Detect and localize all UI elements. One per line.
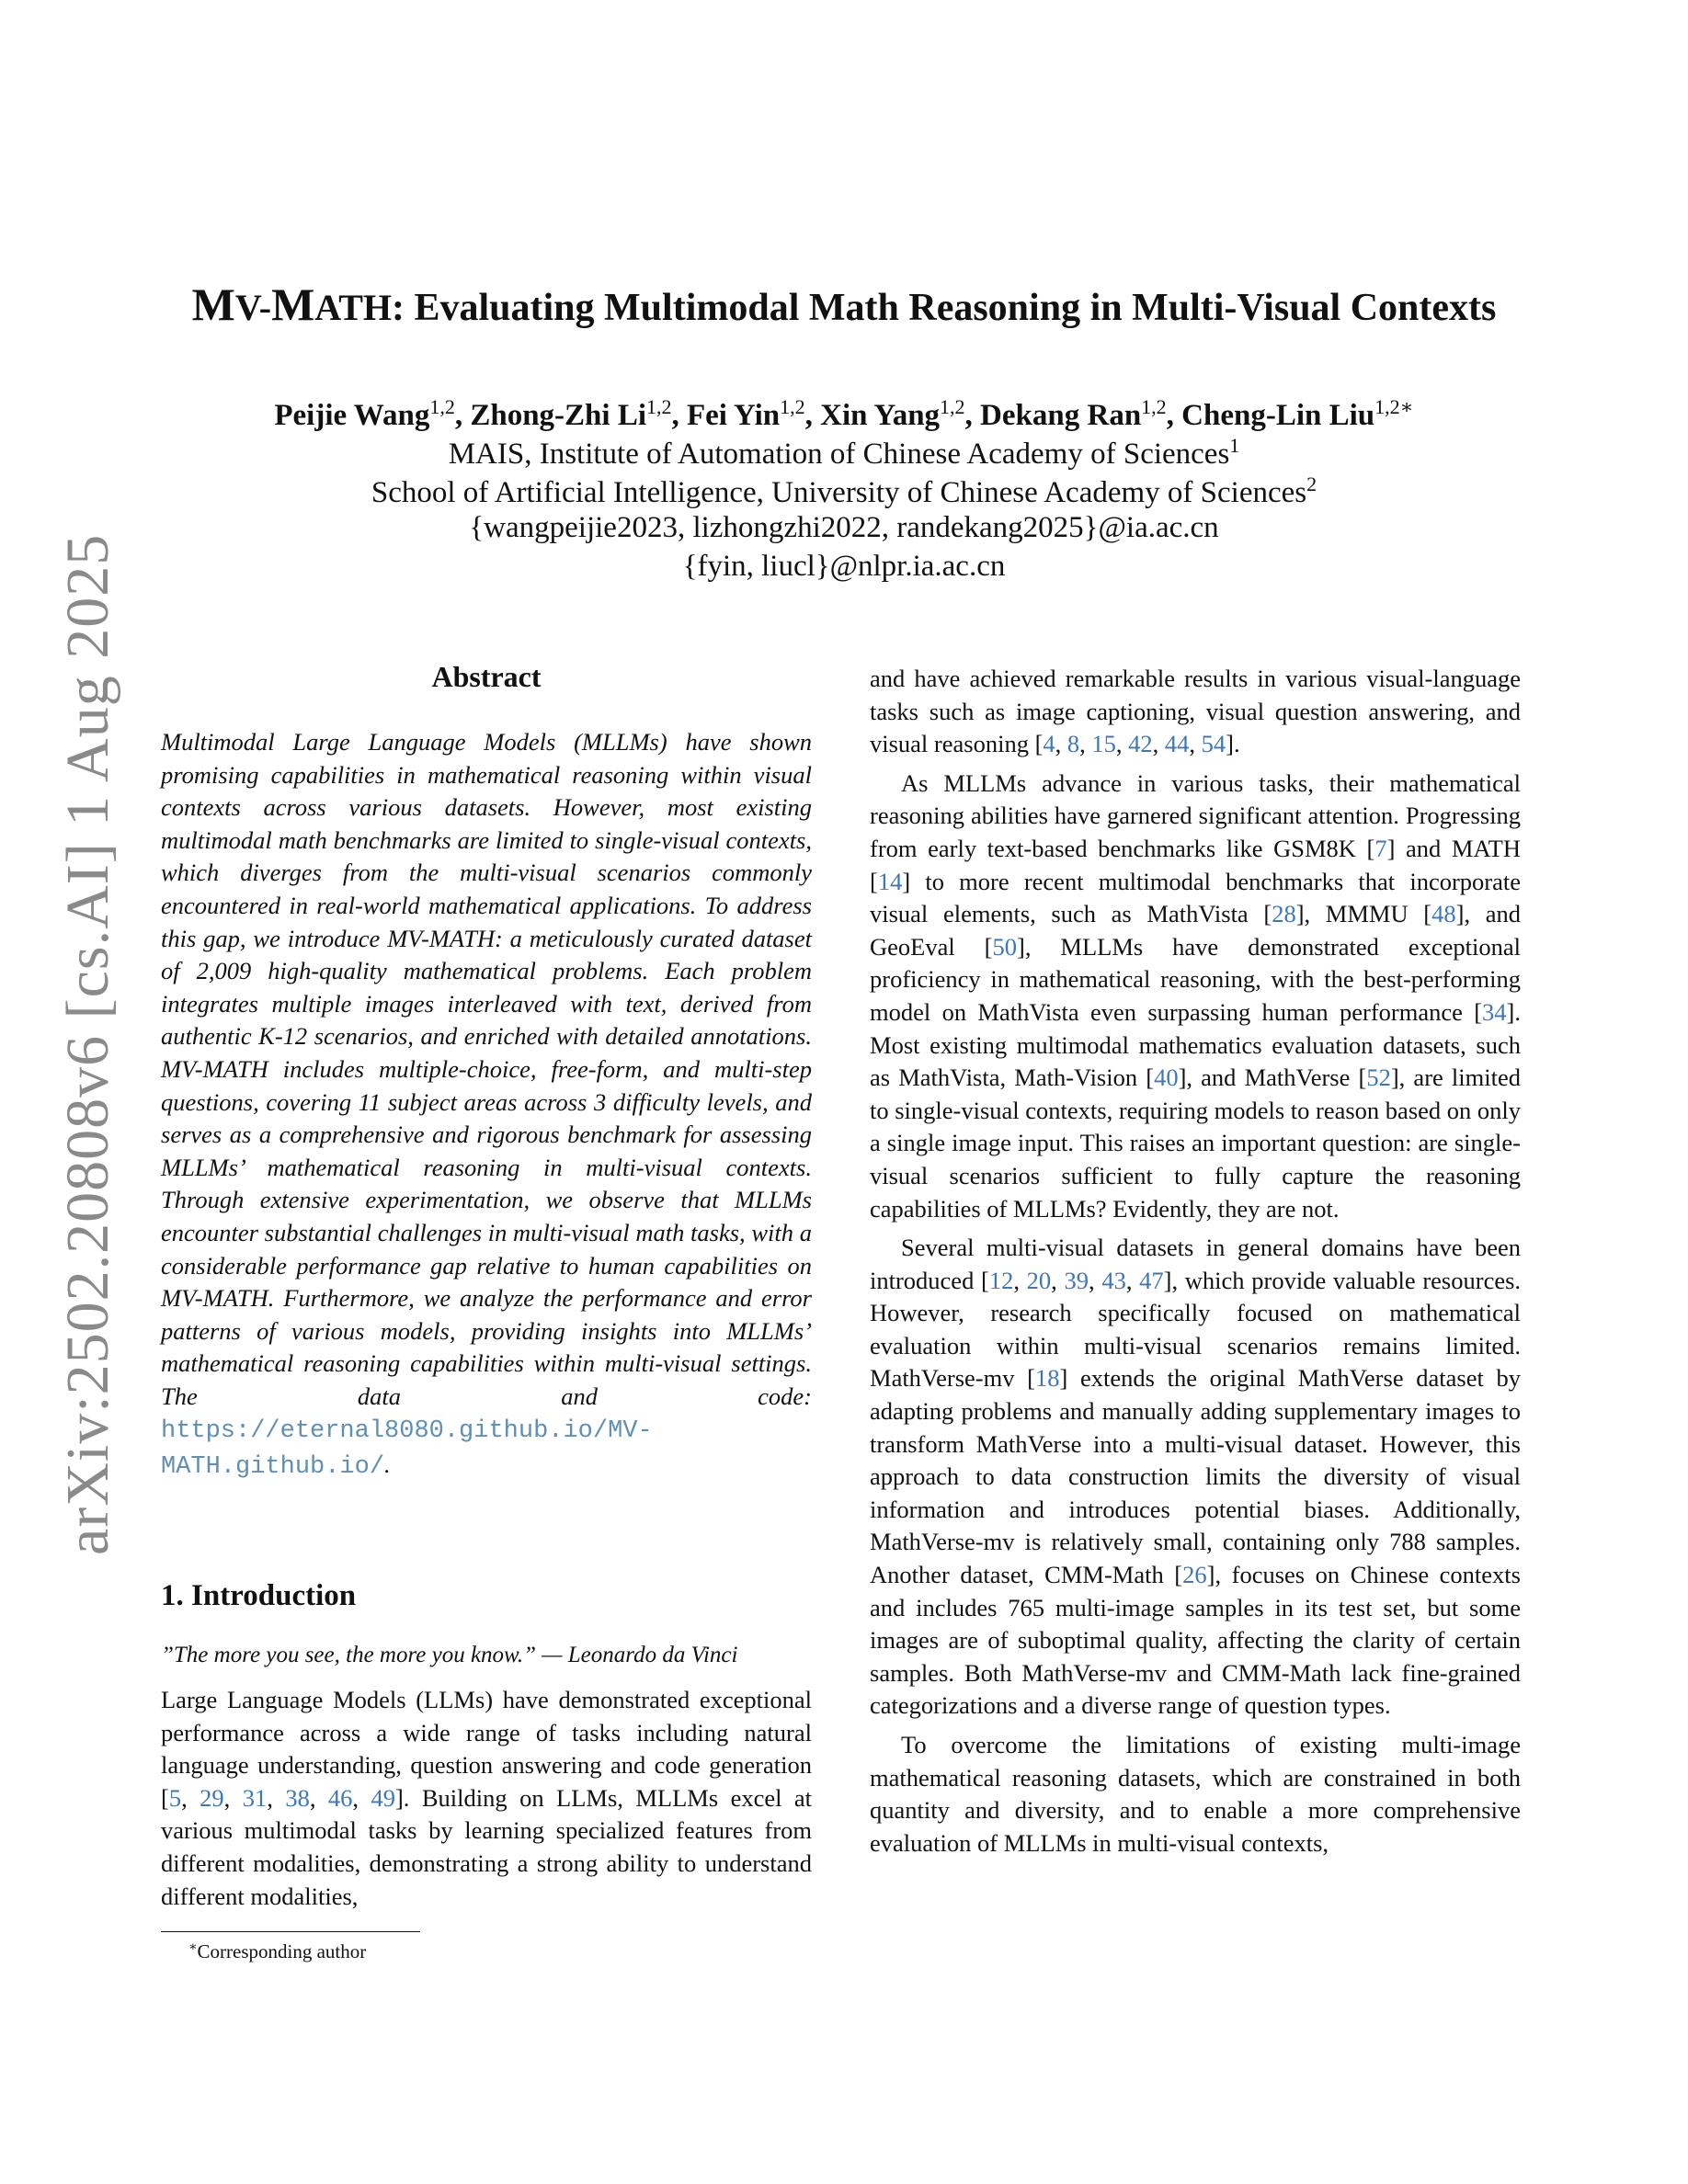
- citation-link[interactable]: 54: [1201, 730, 1226, 758]
- paper-title: [110, 278, 1578, 331]
- affiliation-text: MAIS, Institute of Automation of Chinese Academy of Sciences: [448, 438, 1230, 471]
- paragraph: Several multi-visual datasets in general domains have been introduced [12, 20, 39, 43, 47], which provide valuable resources. However, research specifically focused on mathematical evaluation within multi-visual scenarios remains limited. MathVerse-mv [18] extends the original MathVerse dataset by adapting problems and manually adding supplementary images to transform MathVerse into a multi-visual dataset. However, this approach to data construction limits the diversity of visual information and introduces potential biases. Additionally, MathVerse-mv is relatively small, containing only 788 samples. Another dataset, CMM-Math [26], focuses on Chinese contexts and includes 765 multi-image samples in its test set, but some images are of suboptimal quality, affecting the clarity of certain samples. Both MathVerse-mv and CMM-Math lack fine-grained categorizations and a diverse range of question types.: [870, 1234, 1522, 1720]
- body-text: ], which provide valuable resources. However, research specifically focused on mathematical evaluation within multi-visual scenarios remains limited. MathVerse-mv [: [870, 1266, 1522, 1393]
- citation-link[interactable]: 43: [1101, 1266, 1126, 1294]
- citation-link[interactable]: 46: [327, 1783, 353, 1812]
- paragraph: To overcome the limitations of existing multi-image mathematical reasoning datasets, which are constrained in both quantity and diversity, and to enable a more comprehensive evaluation of MLLMs in multi-visual contexts,: [870, 1731, 1521, 1857]
- footnote: [188, 1939, 366, 1963]
- citation-link[interactable]: 42: [1128, 730, 1153, 758]
- title-math-m: M: [271, 279, 315, 330]
- citation-link[interactable]: 8: [1066, 730, 1080, 758]
- author-affil-mark: 1,2: [1141, 395, 1167, 418]
- citation-link[interactable]: 40: [1154, 1064, 1179, 1092]
- citation-link[interactable]: 49: [371, 1783, 395, 1812]
- title-math-ath: ATH: [314, 287, 392, 328]
- citation-link[interactable]: 52: [1366, 1064, 1391, 1092]
- citation-link[interactable]: 26: [1182, 1561, 1207, 1589]
- citation-link[interactable]: 39: [1064, 1266, 1089, 1294]
- body-text: ].: [1226, 730, 1240, 758]
- citation-link[interactable]: 29: [200, 1783, 224, 1812]
- intro-text: Large Language Models (LLMs) have demonstrated exceptional performance across a wide range of tasks including natural language understanding, question answering and code generation [: [161, 1686, 812, 1812]
- citation-link[interactable]: 47: [1139, 1266, 1164, 1294]
- author-affil-mark: 1,2: [429, 395, 455, 418]
- citation-link[interactable]: 44: [1164, 730, 1190, 758]
- paragraph: [870, 768, 1521, 1225]
- abstract-tail: .: [384, 1450, 391, 1479]
- title-mv-v: V-: [234, 287, 272, 328]
- paragraph: and have achieved remarkable results in various visual-language tasks such as image captioning, visual question answering, and visual reasoning [4, 8, 15, 42, 44, 54].: [870, 665, 1521, 758]
- epigraph-quote: ”The more you see, the more you know.” — Leonardo da Vinci: [161, 1643, 738, 1667]
- author-affil-mark: 1,2: [780, 395, 805, 418]
- project-link[interactable]: https://eternal8080.github.io/MV-MATH.github.io/: [161, 1417, 653, 1482]
- body-text: and have achieved remarkable results in various visual-language tasks such as image captioning, visual question answering, and visual reasoning [: [870, 665, 1521, 758]
- author-name: Xin Yang: [820, 399, 941, 432]
- right-column: [870, 663, 1521, 1866]
- author-name: Dekang Ran: [980, 399, 1142, 432]
- section-heading-introduction: 1. Introduction: [161, 1579, 357, 1612]
- citation-link[interactable]: 14: [877, 867, 903, 895]
- citation-link[interactable]: 38: [285, 1783, 310, 1812]
- abstract-body-text: Multimodal Large Language Models (MLLMs) have shown promising capabilities in mathematical reasoning within visual contexts across various datasets. However, most existing multimodal math benchmarks are limited to single-visual contexts, which diverges from the multi-visual scenarios commonly encountered in real-world mathematical applications. To address this gap, we introduce MV-MATH: a meticulously curated dataset of 2,009 high-quality mathematical problems. Each problem integrates multiple images interleaved with text, derived from authentic K-12 scenarios, and enriched with detailed annotations. MV-MATH includes multiple-choice, free-form, and multi-step questions, covering 11 subject areas across 3 difficulty levels, and serves as a comprehensive and rigorous benchmark for assessing MLLMs’ mathematical reasoning in multi-visual contexts. Through extensive experimentation, we observe that MLLMs encounter substantial challenges in multi-visual math tasks, with a considerable performance gap relative to human capabilities on MV-MATH. Furthermore, we analyze the performance and error patterns of various models, providing insights into MLLMs’ mathematical reasoning capabilities within multi-visual settings. The data and code:: [161, 728, 812, 1410]
- author-affil-mark: 1,2: [940, 395, 965, 418]
- body-text: Several multi-visual datasets in general domains have been introduced [: [870, 1234, 1521, 1294]
- body-text: As MLLMs advance in various tasks, their mathematical reasoning abilities have garnered significant attention. Progressing from early text-based benchmarks like GSM8K [: [870, 768, 1521, 862]
- citation-link[interactable]: 48: [1431, 900, 1456, 928]
- author-name: Zhong-Zhi Li: [470, 399, 646, 432]
- citation-link[interactable]: 28: [1272, 900, 1296, 928]
- email-line: {wangpeijie2023, lizhongzhi2022, randekang2025}@ia.ac.cn: [469, 511, 1219, 544]
- title-mv-m: M: [191, 279, 235, 330]
- abstract-heading: Abstract: [431, 660, 542, 693]
- body-text: ] and MATH [: [870, 834, 1521, 895]
- affiliation-line: [110, 434, 1578, 472]
- author-name: Fei Yin: [687, 399, 781, 432]
- author-affil-mark: 1,2: [646, 395, 672, 418]
- body-text: ], and MathVerse [: [1178, 1064, 1367, 1092]
- affiliation-mark: 2: [1306, 472, 1317, 495]
- footnote-text: Corresponding author: [197, 1940, 367, 1962]
- footnote-divider: [161, 1931, 420, 1932]
- citation-link[interactable]: 15: [1091, 730, 1116, 758]
- citation-link[interactable]: 12: [988, 1266, 1014, 1294]
- citation-link[interactable]: 20: [1026, 1266, 1052, 1294]
- email-line: {fyin, liucl}@nlpr.ia.ac.cn: [682, 550, 1006, 583]
- citation-link[interactable]: 7: [1374, 834, 1387, 862]
- affiliation-line: [110, 472, 1578, 510]
- citation-link[interactable]: 18: [1035, 1364, 1060, 1393]
- author-list: Peijie Wang$^{1,2}$, Zhong-Zhi Li$^{1,2}$, Fei Yin$^{1,2}$, Xin Yang$^{1,2}$, Dekang Ran$^{1,2}$, Cheng-Lin Liu$^{1,2∗}$: [274, 395, 1414, 432]
- body-text: ], and GeoEval [: [870, 900, 1521, 961]
- body-text: ], MMMU [: [1295, 900, 1432, 928]
- author-name: Peijie Wang: [274, 399, 430, 432]
- arxiv-side-stamp: arXiv:2502.20808v6 [cs.AI] 1 Aug 2025: [54, 533, 121, 1555]
- citation-link[interactable]: 4: [1043, 730, 1055, 758]
- intro-paragraph: Large Language Models (LLMs) have demonstrated exceptional performance across a wide range of tasks including natural language understanding, question answering and code generation [5, 29, 31, 38, 46, 49]. Building on LLMs, MLLMs excel at various multimodal tasks by learning specialized features from different modalities, demonstrating a strong ability to understand different modalities,: [161, 1686, 813, 1910]
- body-text: ]. Most existing multimodal mathematics evaluation datasets, such as MathVista, Math-Vision [: [870, 997, 1521, 1092]
- abstract-text: [161, 726, 812, 1484]
- intro-text: ]. Building on LLMs, MLLMs excel at various multimodal tasks by learning specialized features from different modalities, demonstrating a strong ability to understand different modalities,: [161, 1783, 813, 1910]
- citation-link[interactable]: 5: [168, 1783, 182, 1812]
- author-name: Cheng-Lin Liu: [1181, 399, 1375, 432]
- citation-link[interactable]: 34: [1482, 997, 1507, 1026]
- footnote-mark: ∗: [188, 1940, 198, 1954]
- body-text: ] to more recent multimodal benchmarks that incorporate visual elements, such as MathVista [: [870, 867, 1521, 928]
- body-text: ] extends the original MathVerse dataset by adapting problems and manually adding supplementary images to transform MathVerse into a multi-visual dataset. However, this approach to data construction limits the diversity of visual information and introduces potential biases. Additionally, MathVerse-mv is relatively small, containing only 788 samples. Another dataset, CMM-Math [: [870, 1364, 1522, 1589]
- affiliation-mark: 1: [1229, 434, 1240, 457]
- affiliation-text: School of Artificial Intelligence, University of Chinese Academy of Sciences: [371, 476, 1307, 509]
- body-text: ], focuses on Chinese contexts and includes 765 multi-image samples in its test set, but some images are of suboptimal quality, affecting the clarity of certain samples. Both MathVerse-mv and CMM-Math lack fine-grained categorizations and a diverse range of question types.: [870, 1561, 1521, 1720]
- body-text: ], MLLMs have demonstrated exceptional proficiency in mathematical reasoning, with the best-performing model on MathVista even surpassing human performance [: [870, 932, 1521, 1026]
- body-text: ], are limited to single-visual contexts, requiring models to reason based on only a single image input. This raises an important question: are single-visual scenarios sufficient to fully capture the reasoning capabilities of MLLMs? Evidently, they are not.: [870, 1064, 1522, 1223]
- title-rest: : Evaluating Multimodal Math Reasoning in Multi-Visual Contexts: [392, 287, 1497, 329]
- author-affil-mark: 1,2∗: [1374, 395, 1414, 418]
- citation-link[interactable]: 31: [242, 1783, 268, 1812]
- citation-link[interactable]: 50: [992, 932, 1017, 961]
